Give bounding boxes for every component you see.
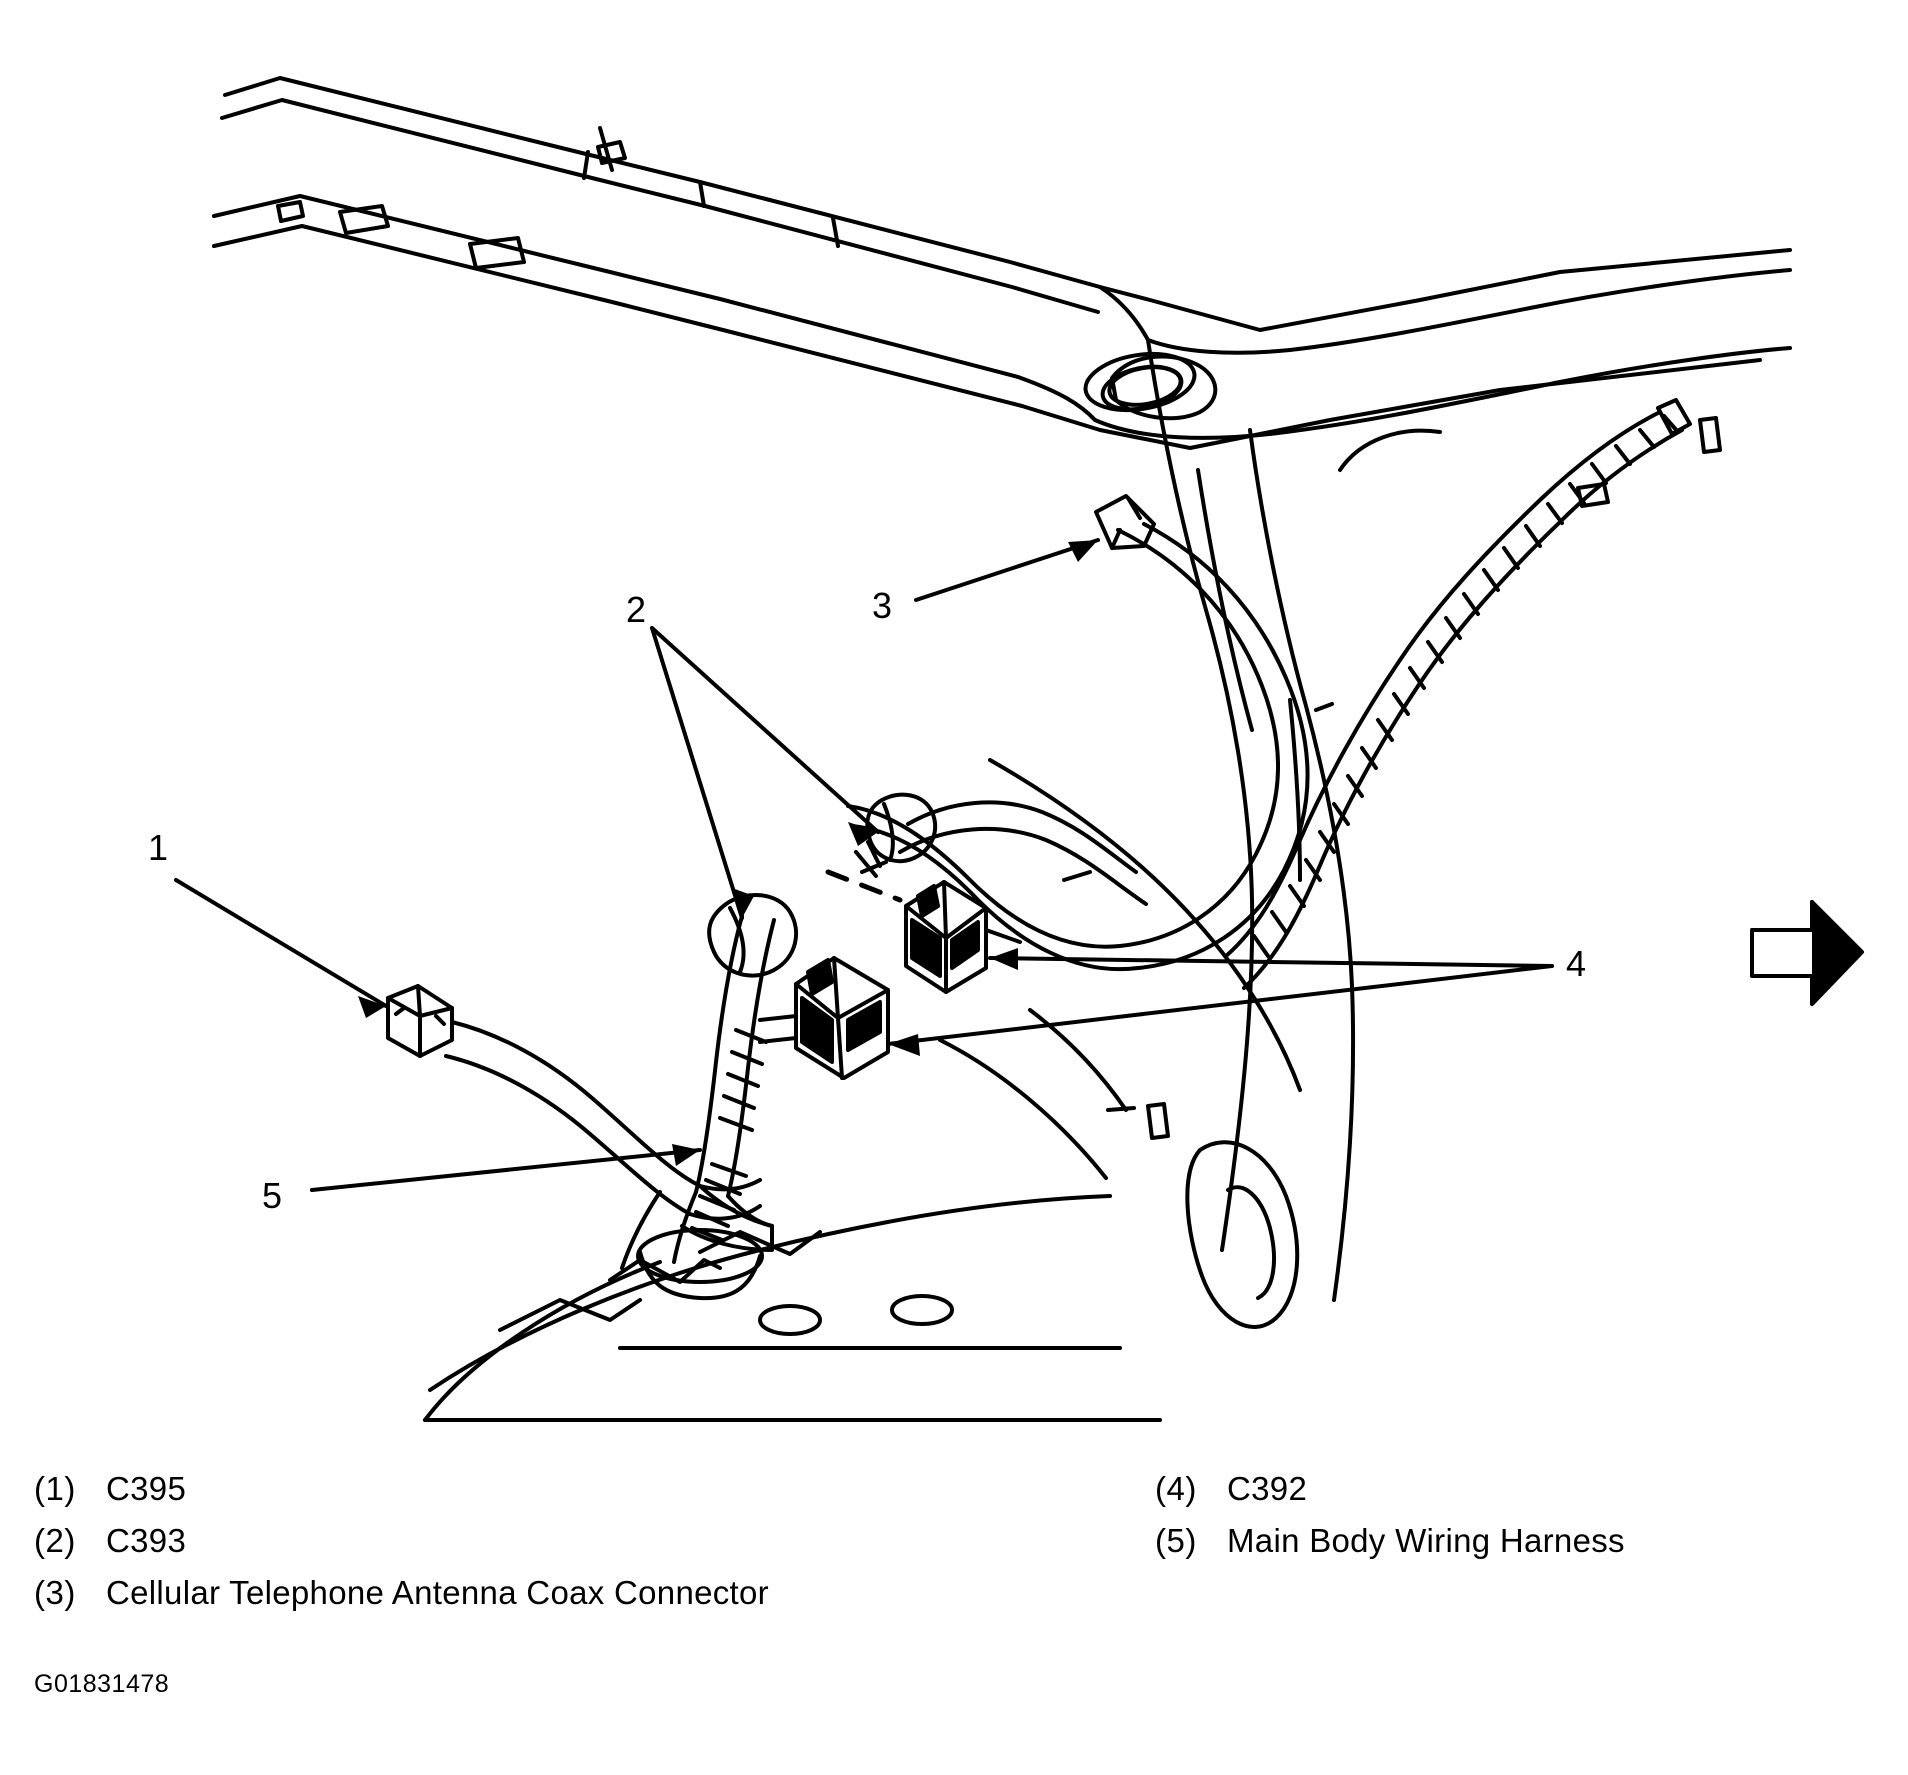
body-detail-marks bbox=[1064, 418, 1720, 1138]
callout-number-5: 5 bbox=[262, 1175, 283, 1216]
connector-c395-body bbox=[388, 986, 452, 1056]
legend-item-number: (1) bbox=[34, 1470, 76, 1507]
legend-item-number: (5) bbox=[1155, 1522, 1197, 1559]
legend-item bbox=[1155, 1470, 1625, 1522]
floor-holes bbox=[760, 1296, 952, 1334]
legend-item-text: C393 bbox=[106, 1522, 187, 1559]
legend-item bbox=[34, 1574, 769, 1626]
legend-item-text: C392 bbox=[1227, 1470, 1308, 1507]
ferrite-sleeve-lower bbox=[709, 895, 796, 976]
connector-c392-lower bbox=[760, 958, 888, 1078]
legend-item-text: C395 bbox=[106, 1470, 187, 1507]
callout-number-4: 4 bbox=[1566, 943, 1587, 984]
coax-connector-plug bbox=[1096, 496, 1154, 548]
legend-item bbox=[34, 1522, 769, 1574]
roof-rail-outline bbox=[214, 78, 1790, 448]
legend-item-text: Main Body Wiring Harness bbox=[1227, 1522, 1625, 1559]
legend bbox=[0, 1470, 1908, 1710]
callout-number-2: 2 bbox=[626, 589, 647, 630]
legend-item-number: (2) bbox=[34, 1522, 76, 1559]
callout-number-3: 3 bbox=[872, 585, 893, 626]
legend-right-column bbox=[1155, 1470, 1625, 1574]
wheel-arch bbox=[1187, 1142, 1297, 1327]
view-direction-arrow bbox=[1752, 902, 1862, 1004]
legend-item bbox=[34, 1470, 769, 1522]
callout-leaders bbox=[176, 540, 1552, 1190]
legend-item bbox=[1155, 1522, 1625, 1574]
legend-item-text: Cellular Telephone Antenna Coax Connector bbox=[106, 1574, 769, 1611]
legend-item-number: (4) bbox=[1155, 1470, 1197, 1507]
legend-left-column bbox=[34, 1470, 769, 1626]
coax-stub bbox=[856, 842, 886, 876]
cable-c393 bbox=[696, 802, 1146, 1196]
connector-c392-upper bbox=[906, 882, 1020, 992]
pillar-body-lines bbox=[1148, 340, 1353, 1300]
figure-code: G01831478 bbox=[34, 1670, 170, 1698]
left-cable-c395 bbox=[446, 1022, 760, 1219]
legend-item-number: (3) bbox=[34, 1574, 76, 1611]
callout-number-1: 1 bbox=[148, 827, 169, 868]
dashed-connection bbox=[828, 872, 900, 900]
